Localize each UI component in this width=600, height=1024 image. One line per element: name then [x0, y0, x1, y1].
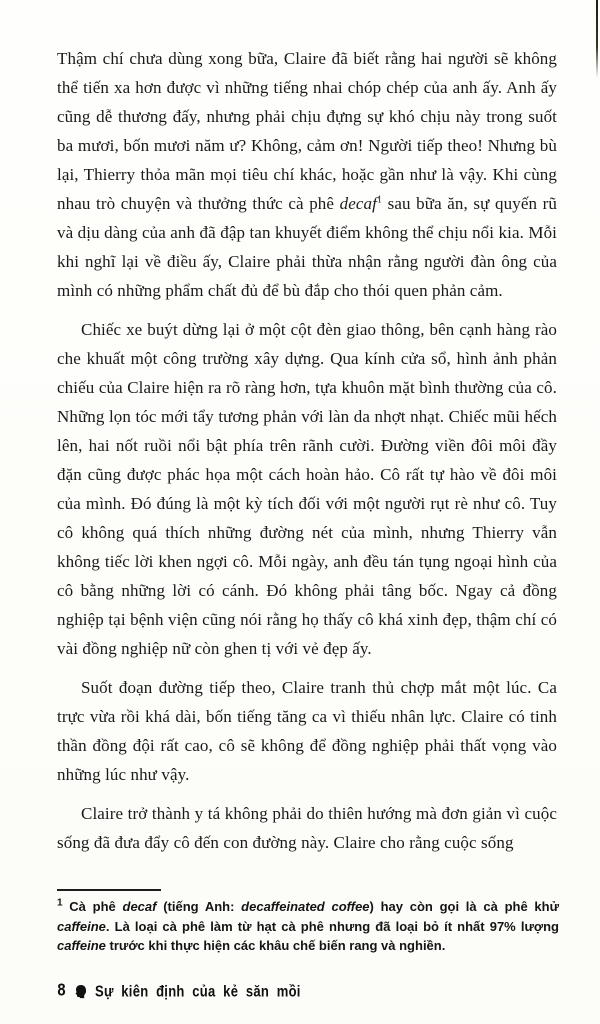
footnote-separator: [57, 889, 161, 891]
text-run: decaf: [122, 899, 157, 914]
text-run: trước khi thực hiện các khâu chế biến rang và nghiền.: [105, 938, 446, 953]
footnote-reference: 1: [376, 194, 383, 206]
paragraph: [57, 44, 557, 305]
text-run: Suốt đoạn đường tiếp theo, Claire tranh thủ chợp mắt một lúc. Ca trực vừa rồi khá dài, bốn tiếng tăng ca vì thiếu nhân lực. Claire có tinh thần đồng đội rất cao, cô sẽ không để đồng nghiệp phải thất vọng vào những lúc như vậy.: [57, 678, 557, 784]
page-footer: [57, 982, 316, 1000]
text-run: decaffeinated coffee: [241, 899, 370, 914]
text-run: Chiếc xe buýt dừng lại ở một cột đèn giao thông, bên cạnh hàng rào che khuất một công trường xây dựng. Qua kính cửa sổ, hình ảnh phản chiếu của Claire hiện ra rõ ràng hơn, tựa khuôn mặt bình thường của cô. Những lọn tóc mới tẩy tương phản với làn da nhợt nhạt. Chiếc mũi hếch lên, hai nốt ruồi nổi bật phía trên rãnh cười. Đường viền đôi môi đầy đặn cũng được phác họa một cách hoàn hảo. Cô rất tự hào về đôi môi của mình. Đó đúng là một kỳ tích đối với một người rụt rè như cô. Tuy cô không quá thích những đường nét của mình, nhưng Thierry vẫn không tiếc lời khen ngợi cô. Mỗi ngày, anh đều tán tụng ngoại hình của cô bằng những lời có cánh. Đó không phải tâng bốc. Ngay cả đồng nghiệp tại bệnh viện cũng nói rằng họ thấy cô khá xinh đẹp, thậm chí có vài đồng nghiệp nữ còn ghen tị với vẻ đẹp ấy.: [57, 320, 557, 658]
paragraph: [57, 799, 557, 857]
text-run: Thậm chí chưa dùng xong bữa, Claire đã biết rằng hai người sẽ không thể tiến xa hơn được vì những tiếng nhai chóp chép của anh ấy. Anh ấy cũng dễ thương đấy, nhưng phải chịu đựng sự khó chịu này trong suốt ba mươi, bốn mươi năm ư? Không, cảm ơn! Người tiếp theo! Nhưng bù lại, Thierry thỏa mãn mọi tiêu chí khác, hoặc gần như là vậy. Khi cùng nhau trò chuyện và thưởng thức cà phê: [57, 49, 557, 213]
text-run: Cà phê: [62, 899, 123, 914]
paragraph: [57, 673, 557, 789]
page-number: 8: [57, 981, 66, 1000]
text-run: (tiếng Anh:: [156, 899, 242, 914]
text-run: decaf: [339, 194, 377, 213]
book-title: Sự kiên định của kẻ săn mồi: [94, 982, 301, 1000]
footnote-reference: 1: [57, 897, 63, 909]
text-run: . Là loại cà phê làm từ hạt cà phê nhưng đã loại bỏ ít nhất 97% lượng: [105, 918, 559, 934]
paragraph: [57, 315, 557, 663]
text-run: sau bữa ăn, sự quyến rũ và dịu dàng của anh đã đập tan khuyết điểm không thể chịu nổi kia. Mỗi khi nghĩ lại về điều ấy, Claire phải thừa nhận rằng người đàn ông của mình có những phẩm chất đủ để bù đắp cho thói quen phản cảm.: [57, 194, 557, 300]
text-run: caffeine: [57, 938, 106, 953]
footnote-text: [57, 897, 559, 956]
page-edge-scan-artifact: [596, 0, 598, 78]
body-text: [57, 44, 557, 857]
text-run: caffeine: [57, 918, 106, 934]
text-run: Claire trở thành y tá không phải do thiên hướng mà đơn giản vì cuộc sống đã đưa đẩy cô đến con đường này. Claire cho rằng cuộc sống: [57, 804, 557, 852]
text-run: ) hay còn gọi là cà phê khử: [369, 899, 559, 914]
head-profile-icon: [73, 984, 88, 999]
